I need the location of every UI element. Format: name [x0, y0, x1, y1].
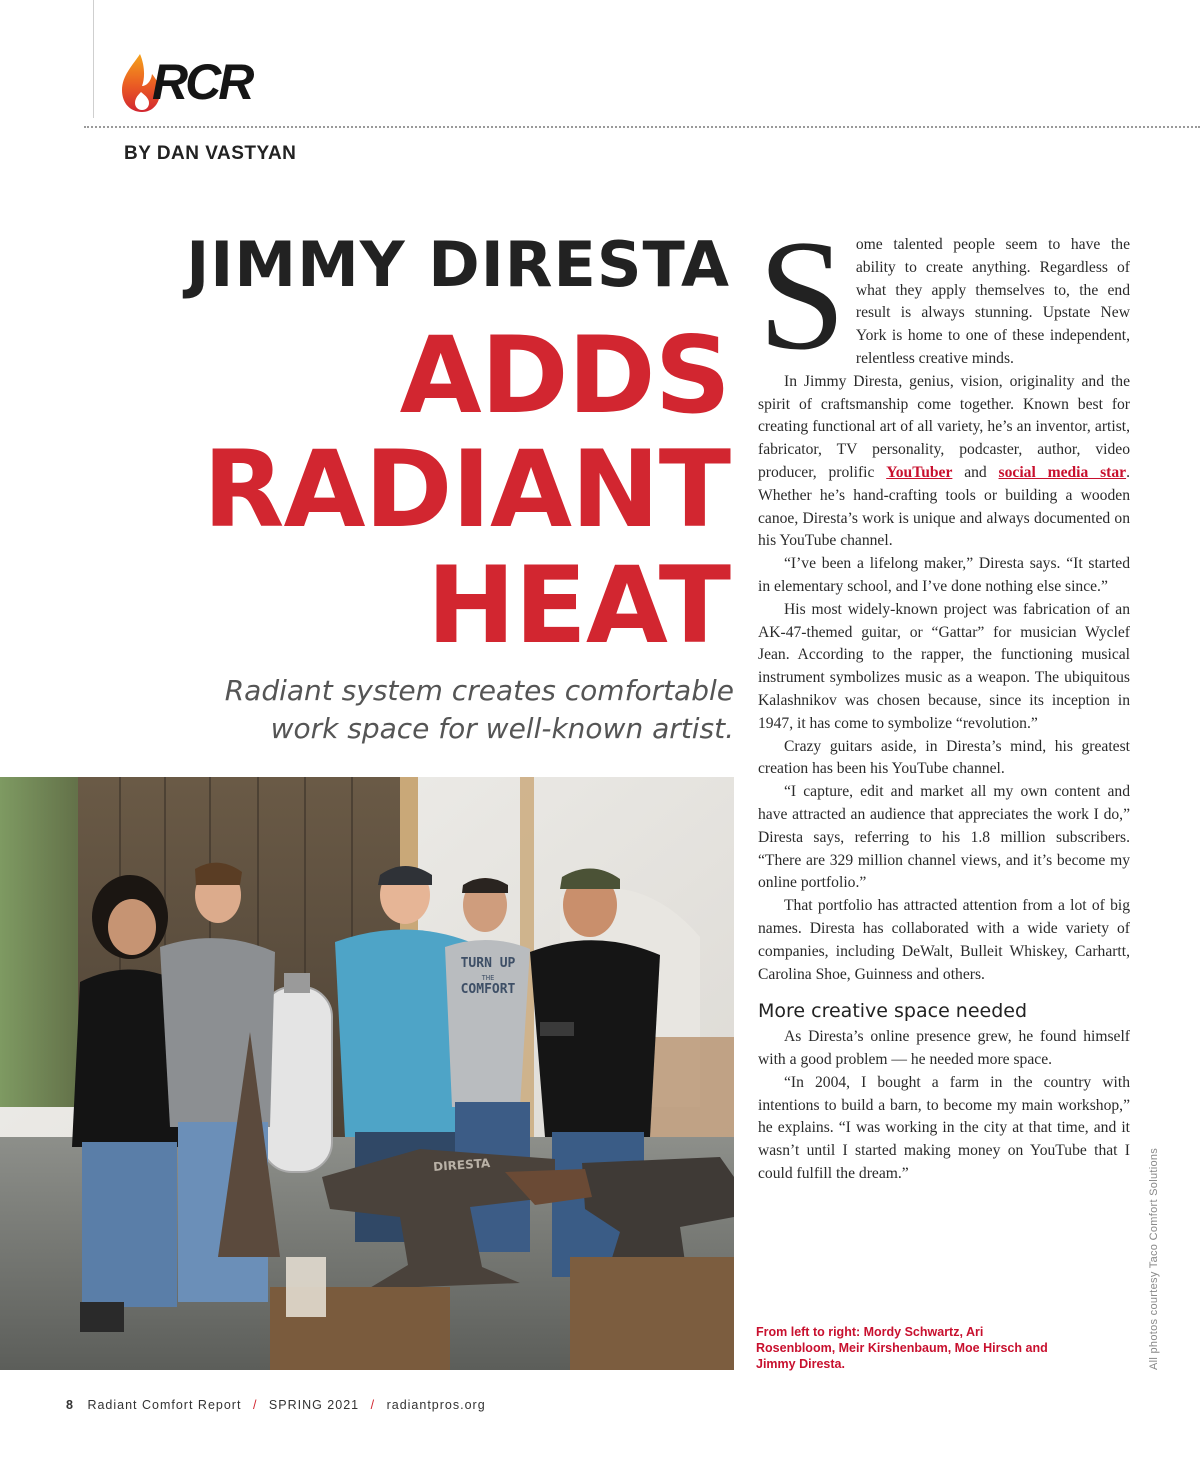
paragraph-7: That portfolio has attracted attention from a lot of big names. Diresta has collaborated with a wide variety of companies, including DeWalt, Bulleit Whiskey, Carhartt, Carolina Shoe, Guinness and others. — [758, 897, 1130, 983]
subtitle-line-2: work space for well-known artist. — [270, 712, 734, 745]
headline-line-3: RADIANT — [202, 428, 730, 551]
subtitle-line-1: Radiant system creates comfortable — [224, 674, 734, 707]
workshop-photo-illustration — [0, 777, 734, 1370]
byline: BY DAN VASTYAN — [124, 143, 297, 164]
issue-label: SPRING 2021 — [268, 1398, 360, 1412]
publication-name: Radiant Comfort Report — [87, 1398, 242, 1412]
group-photo — [0, 777, 734, 1370]
youtuber-link[interactable]: YouTuber — [886, 463, 953, 481]
paragraph-3: “I’ve been a lifelong maker,” Diresta says. “It started in elementary school, and I’ve done nothing else since.” — [758, 555, 1130, 595]
header-dotted-rule — [84, 126, 1200, 128]
website-link[interactable]: radiantpros.org — [386, 1398, 486, 1412]
section-subhead: More creative space needed — [758, 1000, 1028, 1023]
footer-separator: / — [252, 1398, 258, 1412]
headline-line-4: HEAT — [426, 544, 730, 667]
logo-wordmark: RCR — [152, 54, 252, 110]
shirt-text-2: THE — [481, 974, 495, 982]
paragraph-5: Crazy guitars aside, in Diresta’s mind, his greatest creation has been his YouTube channel. — [758, 737, 1130, 778]
social-media-star-link[interactable]: social media star — [998, 463, 1127, 481]
paragraph-8: As Diresta’s online presence grew, he found himself with a good problem — he needed more space. — [758, 1028, 1130, 1069]
shirt-text-3: COMFORT — [460, 982, 516, 997]
article-body — [758, 208, 1130, 1186]
paragraph-1: Some talented people seem to have the ability to create anything. Regardless of what they apply themselves to, the end result is always stunning. Upstate New York is home to one of these independent, relentless creative minds. — [758, 208, 1130, 383]
photo-caption: From left to right: Mordy Schwartz, Ari Rosenbloom, Meir Kirshenbaum, Moe Hirsch and Jimmy Diresta. — [756, 1325, 1048, 1371]
headline-line-1: JIMMY DIRESTA — [186, 228, 730, 301]
paragraph-6: “I capture, edit and market all my own content and have attracted an audience that appreciates the work I do,” Diresta says, referring to his 1.8 million subscribers. “There are 329 million channel views, and it’s become my online portfolio.” — [758, 783, 1130, 892]
paragraph-4: His most widely-known project was fabrication of an AK-47-themed guitar, or “Gattar” for musician Wyclef Jean. According to the rapper, the functioning musical instrument symbolizes music as a weapon. The ubiquitous Kalashnikov was chosen because, since its inception in 1947, it has come to symbolize “revolution.” — [758, 600, 1130, 732]
headline-line-2: ADDS — [399, 314, 730, 437]
footer-separator: / — [370, 1398, 376, 1412]
top-vertical-rule — [93, 0, 94, 118]
page-footer — [66, 1398, 486, 1412]
anvil-text: DIRESTA — [432, 1156, 491, 1174]
paragraph-2: In Jimmy Diresta, genius, vision, originality and the spirit of craftsmanship come together. Known best for creating functional art of all variety, he’s an inventor, artist, fabricator, TV personality, podcaster, author, video producer, prolific YouTuber and social media star. Whether he’s hand-crafting tools or building a wooden canoe, Diresta’s work is unique and always documented on his YouTube channel. — [758, 372, 1130, 550]
page-number: 8 — [66, 1398, 73, 1412]
drop-cap: S — [758, 208, 846, 383]
paragraph-9: “In 2004, I bought a farm in the country with intentions to build a barn, to become my main workshop,” he explains. “I was working in the city at that time, and it wasn’t until I started making money on YouTube that I could fulfill the dream.” — [758, 1073, 1130, 1183]
rcr-logo — [118, 52, 278, 114]
shirt-text-1: TURN UP — [460, 956, 516, 971]
photo-credit: All photos courtesy Taco Comfort Solutions — [1148, 1147, 1160, 1370]
subtitle — [174, 672, 734, 748]
